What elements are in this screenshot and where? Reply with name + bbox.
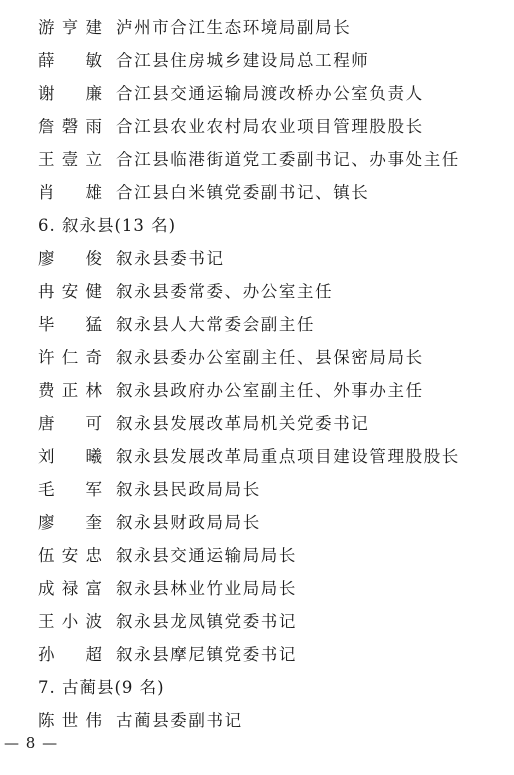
member-title: 叙永县委书记 <box>116 249 225 268</box>
list-item <box>38 441 460 473</box>
member-name: 费正林 <box>38 381 102 400</box>
member-title: 叙永县委常委、办公室主任 <box>116 282 334 301</box>
member-name: 肖 雄 <box>38 183 102 202</box>
member-name: 詹磬雨 <box>38 117 102 136</box>
list-item <box>38 573 297 605</box>
page-number: — 8 — <box>4 734 59 752</box>
member-name: 成禄富 <box>38 579 102 598</box>
member-title: 叙永县政府办公室副主任、外事办主任 <box>116 381 424 400</box>
section-heading: 7. 古蔺县(9 名) <box>38 678 165 697</box>
list-item <box>38 342 424 374</box>
member-name: 廖 俊 <box>38 249 102 268</box>
member-title: 叙永县人大常委会副主任 <box>116 315 316 334</box>
member-title: 叙永县委办公室副主任、县保密局局长 <box>116 348 424 367</box>
member-name: 刘 曦 <box>38 447 102 466</box>
member-title: 古蔺县委副书记 <box>116 711 243 730</box>
member-name: 王小波 <box>38 612 102 631</box>
list-item <box>38 474 261 506</box>
member-name: 毕 猛 <box>38 315 102 334</box>
member-title: 叙永县林业竹业局局长 <box>116 579 297 598</box>
list-item <box>38 705 243 737</box>
list-item <box>38 606 297 638</box>
member-title: 叙永县龙凤镇党委书记 <box>116 612 297 631</box>
member-name: 王壹立 <box>38 150 102 169</box>
member-name: 毛 军 <box>38 480 102 499</box>
list-item <box>38 177 369 209</box>
list-item <box>38 78 424 110</box>
member-title: 叙永县交通运输局局长 <box>116 546 297 565</box>
member-title: 合江县白米镇党委副书记、镇长 <box>116 183 370 202</box>
member-title: 泸州市合江生态环境局副局长 <box>116 18 352 37</box>
section-heading: 6. 叙永县(13 名) <box>38 216 177 235</box>
member-name: 冉安健 <box>38 282 102 301</box>
list-item <box>38 507 261 539</box>
member-name: 谢 廉 <box>38 84 102 103</box>
list-item <box>38 12 351 44</box>
member-title: 叙永县财政局局长 <box>116 513 261 532</box>
member-title: 叙永县发展改革局重点项目建设管理股股长 <box>116 447 460 466</box>
member-name: 唐 可 <box>38 414 102 433</box>
member-title: 叙永县发展改革局机关党委书记 <box>116 414 370 433</box>
list-item <box>38 309 315 341</box>
member-name: 孙 超 <box>38 645 102 664</box>
member-name: 薛 敏 <box>38 51 102 70</box>
list-item <box>38 144 460 176</box>
list-item <box>38 639 297 671</box>
member-title: 合江县农业农村局农业项目管理股股长 <box>116 117 424 136</box>
member-title: 合江县临港街道党工委副书记、办事处主任 <box>116 150 460 169</box>
list-item <box>38 375 424 407</box>
list-item <box>38 111 424 143</box>
member-title: 叙永县民政局局长 <box>116 480 261 499</box>
member-title: 叙永县摩尼镇党委书记 <box>116 645 297 664</box>
member-title: 合江县住房城乡建设局总工程师 <box>116 51 370 70</box>
member-name: 陈世伟 <box>38 711 102 730</box>
member-name: 廖 奎 <box>38 513 102 532</box>
list-item <box>38 540 297 572</box>
list-item <box>38 408 369 440</box>
member-title: 合江县交通运输局渡改桥办公室负责人 <box>116 84 424 103</box>
list-item <box>38 276 333 308</box>
list-item <box>38 45 369 77</box>
list-item <box>38 243 225 275</box>
member-name: 伍安忠 <box>38 546 102 565</box>
member-name: 许仁奇 <box>38 348 102 367</box>
member-name: 游亨建 <box>38 18 102 37</box>
